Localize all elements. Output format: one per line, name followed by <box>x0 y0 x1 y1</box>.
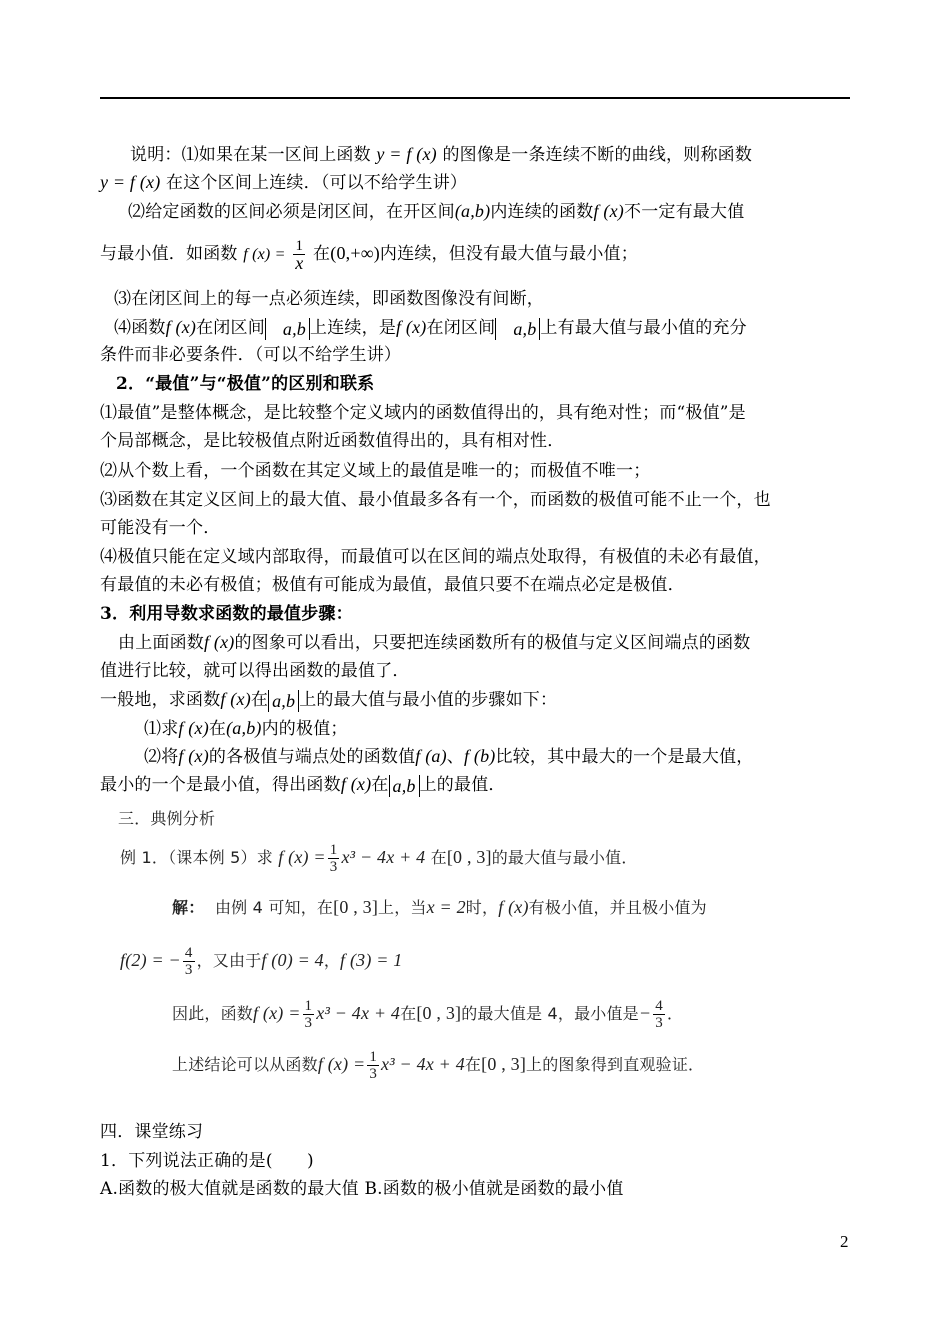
section-4: 四．课堂练习 <box>100 1122 204 1142</box>
para-1: ⑴最值”是整体概念，是比较整个定义域内的函数值得出的，具有绝对性；而“极值”是 <box>100 403 746 423</box>
solution-line1: 解： 由例 4 可知，在[0 , 3]上，当x = 2时，f (x)有极小值，并且极小值为 <box>172 897 707 917</box>
exercise-1-options: A.函数的极大值就是函数的最大值 B.函数的极小值就是函数的最小值 <box>100 1179 624 1199</box>
para-2: ⑵从个数上看，一个函数在其定义域上的最值是唯一的；而极值不唯一； <box>100 461 651 481</box>
page-number: 2 <box>840 1232 849 1251</box>
line-note2b: 与最小值．如函数 f (x) = $\frac{1}{x}$ 在(0,+∞)内连续，但没有最大值与最小值； <box>100 238 638 273</box>
example-1: 例 1．（课本例 5）求 f (x) = $\frac{1}{3}$ x³ − 4x + 4 在[0 , 3]的最大值与最小值． <box>120 842 638 875</box>
solution-line4: 上述结论可以从函数f (x) = $\frac{1}{3}$ x³ − 4x + 4在[0 , 3]上的图象得到直观验证． <box>172 1049 705 1082</box>
fraction: $\frac{1}{x}$ <box>295 238 304 273</box>
para-1b: 个局部概念，是比较极值点附近函数值得出的，具有相对性． <box>100 431 565 451</box>
line-q3: 一般地，求函数f (x)在 a,b 上的最大值与最小值的步骤如下： <box>100 689 558 711</box>
header-rule <box>100 97 850 99</box>
heading-3: 3．利用导数求函数的最值步骤： <box>100 604 353 624</box>
para-3b: 可能没有一个． <box>100 518 221 538</box>
line-q2: 值进行比较，就可以得出函数的最值了． <box>100 661 410 681</box>
line-q6: 最小的一个是最小值，得出函数f (x)在 a,b 上的最值． <box>100 774 506 796</box>
solution-line3: 因此，函数f (x) = $\frac{1}{3}$ x³ − 4x + 4在[0 , 3]的最大值是 4，最小值是− $\frac{4}{3}$ ． <box>172 998 684 1031</box>
line-note3: ⑶在闭区间上的每一点必须连续，即函数图像没有间断， <box>114 289 544 309</box>
line-note4: ⑷函数f (x)在闭区间 a,b 上连续，是f (x)在闭区间 a,b 上有最大值与最小值的充分 <box>114 317 747 339</box>
line-note2: ⑵给定函数的区间必须是闭区间，在开区间(a,b)内连续的函数f (x)不一定有最大值 <box>128 201 745 222</box>
line-note1: 说明：⑴如果在某一区间上函数 y = f (x) 的图像是一条连续不断的曲线，则称函数 <box>130 144 753 165</box>
heading-2: 2．“最值”与“极值”的区别和联系 <box>116 374 375 394</box>
section-3: 三．典例分析 <box>118 809 216 828</box>
exercise-1: 1．下列说法正确的是( ) <box>100 1151 314 1171</box>
line-note1b: y = f (x) 在这个区间上连续．（可以不给学生讲） <box>100 172 468 193</box>
line-q5: ⑵将f (x)的各极值与端点处的函数值f (a)、f (b)比较，其中最大的一个是最大值， <box>144 746 754 767</box>
line-q1: 由上面函数f (x)的图象可以看出，只要把连续函数所有的极值与定义区间端点的函数 <box>118 632 751 653</box>
line-note4b: 条件而非必要条件．（可以不给学生讲） <box>100 345 402 365</box>
solution-line2: f(2) = − $\frac{4}{3}$ ，又由于f (0) = 4，f (3) = 1 <box>120 945 403 978</box>
para-3: ⑶函数在其定义区间上的最大值、最小值最多各有一个，而函数的极值可能不止一个，也 <box>100 490 771 510</box>
para-4b: 有最值的未必有极值；极值有可能成为最值，最值只要不在端点必定是极值． <box>100 575 685 595</box>
para-4: ⑷极值只能在定义域内部取得，而最值可以在区间的端点处取得，有极值的未必有最值， <box>100 547 771 567</box>
line-q4: ⑴求f (x)在(a,b)内的极值； <box>144 718 348 739</box>
